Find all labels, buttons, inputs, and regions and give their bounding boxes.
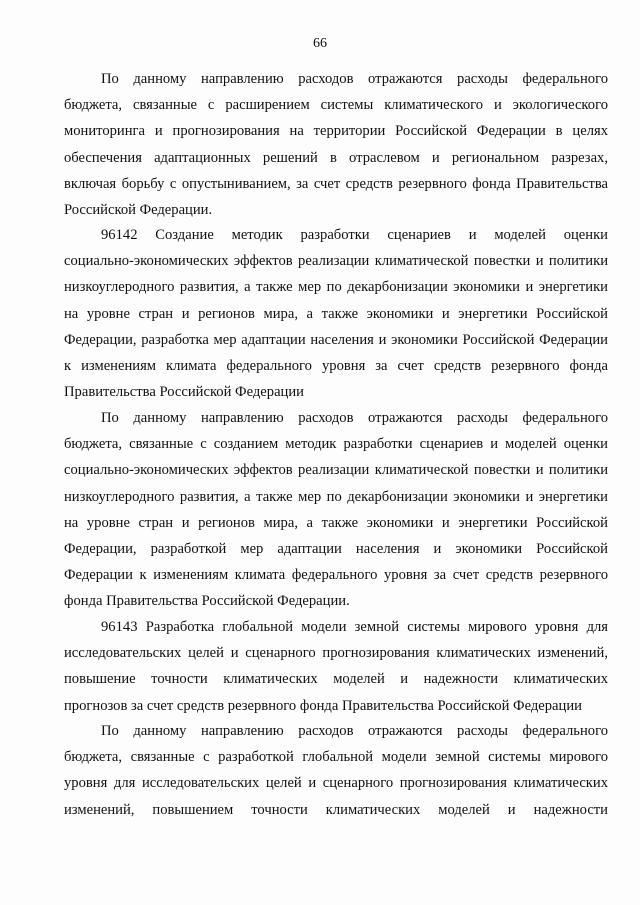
text-line: мониторинга и прогнозирования на территории Российской Федерации в целях — [64, 123, 608, 140]
text-line: уровня для исследовательских целей и сценарного прогнозирования климатических — [64, 775, 608, 792]
text-line: бюджета, связанные с созданием методик разработки сценариев и моделей оценки — [64, 436, 608, 453]
paragraph-1 — [64, 66, 608, 223]
text-line: По данному направлению расходов отражаются расходы федерального — [101, 71, 608, 87]
text-line: изменений, повышением точности климатических моделей и надежности — [64, 801, 608, 818]
text-line: По данному направлению расходов отражаются расходы федерального — [101, 723, 608, 739]
text-line: низкоуглеродного развития, а также мер по декарбонизации экономики и энергетики — [64, 279, 608, 296]
paragraph-96143 — [64, 614, 608, 719]
text-line: социально-экономических эффектов реализации климатической повестки и политики — [64, 253, 608, 270]
text-line: на уровне стран и регионов мира, а также экономики и энергетики Российской — [64, 514, 608, 531]
text-line: прогнозов за счет средств резервного фонда Правительства Российской Федерации — [64, 697, 582, 714]
paragraph-96142 — [64, 222, 608, 405]
text-line: бюджета, связанные с разработкой глобальной модели земной системы мирового — [64, 749, 608, 766]
text-line: включая борьбу с опустыниванием, за счет средств резервного фонда Правительства — [64, 175, 608, 192]
text-line: Российской Федерации. — [64, 201, 213, 218]
paragraph-3 — [64, 405, 608, 615]
text-line: 96142 Создание методик разработки сценариев и моделей оценки — [101, 227, 608, 243]
text-line: на уровне стран и регионов мира, а также экономики и энергетики Российской — [64, 305, 608, 322]
text-line: к изменениям климата федерального уровня за счет средств резервного фонда — [64, 357, 608, 374]
text-line: фонда Правительства Российской Федерации. — [64, 593, 350, 610]
text-line: 96143 Разработка глобальной модели земной системы мирового уровня для — [101, 619, 608, 635]
page-number: 66 — [313, 36, 327, 51]
text-line: Федерации, разработка мер адаптации населения и экономики Российской Федерации — [64, 331, 608, 348]
text-line: повышение точности климатических моделей и надежности климатических — [64, 671, 608, 688]
text-line: социально-экономических эффектов реализации климатической повестки и политики — [64, 462, 608, 479]
text-line: низкоуглеродного развития, а также мер по декарбонизации экономики и энергетики — [64, 488, 608, 505]
text-line: По данному направлению расходов отражаются расходы федерального — [101, 410, 608, 426]
text-line: обеспечения адаптационных решений в отраслевом и региональном разрезах, — [64, 149, 608, 166]
text-line: бюджета, связанные с расширением системы климатического и экологического — [64, 97, 608, 114]
paragraph-5 — [64, 718, 608, 823]
text-line: Федерации к изменениям климата федерального уровня за счет средств резервного — [64, 567, 608, 584]
text-line: Правительства Российской Федерации — [64, 384, 304, 401]
text-line: исследовательских целей и сценарного прогнозирования климатических изменений, — [64, 645, 608, 662]
text-line: Федерации, разработкой мер адаптации населения и экономики Российской — [64, 540, 608, 557]
